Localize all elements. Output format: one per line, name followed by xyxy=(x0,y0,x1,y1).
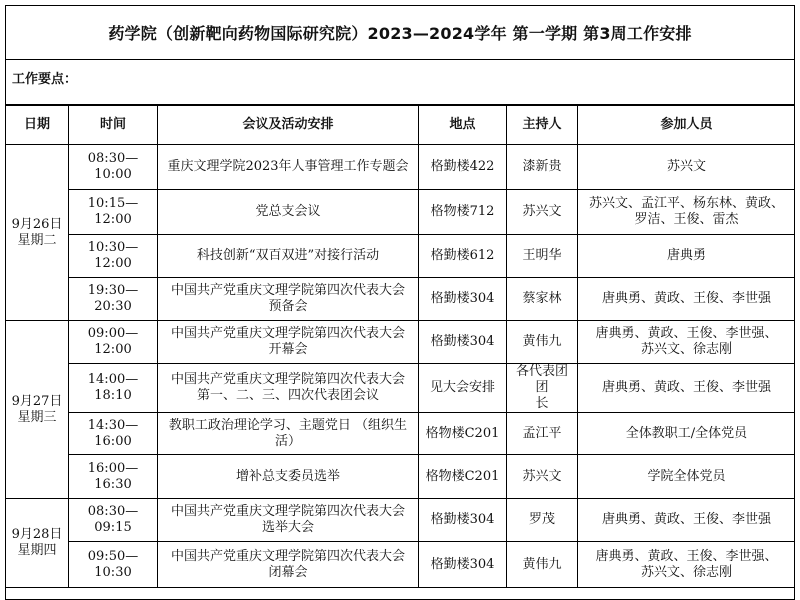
table-row xyxy=(6,235,796,278)
event-line: 预备会 xyxy=(268,299,308,314)
table-row xyxy=(6,364,796,413)
day-date: 9月28日 xyxy=(11,527,63,542)
attendees-line: 唐典勇、黄政、王俊、李世强 xyxy=(601,380,771,395)
host-line: 长 xyxy=(535,396,549,411)
table-row xyxy=(6,542,796,588)
table-row xyxy=(6,321,796,364)
attendees-line: 苏兴文、徐志刚 xyxy=(640,342,732,357)
attendees-cell xyxy=(578,321,796,364)
event-cell xyxy=(158,145,419,190)
event-line: 中国共产党重庆文理学院第四次代表大会 xyxy=(170,372,405,387)
event-cell xyxy=(158,235,419,278)
host-cell: 孟江平 xyxy=(507,413,578,455)
place-cell: 格勤楼304 xyxy=(419,321,507,364)
day-weekday: 星期四 xyxy=(17,543,57,558)
attendees-line: 唐典勇、黄政、王俊、李世强、 xyxy=(595,326,778,341)
event-cell xyxy=(158,321,419,364)
place-cell: 格物楼C201 xyxy=(419,413,507,455)
header-host: 主持人 xyxy=(507,106,578,145)
table-header-row xyxy=(6,106,796,145)
place-cell: 见大会安排 xyxy=(419,364,507,413)
event-line: 活） xyxy=(274,433,301,449)
attendees-cell xyxy=(578,499,796,542)
attendees-cell xyxy=(578,145,796,190)
time-cell: 14:30—16:00 xyxy=(69,413,158,455)
event-line: 选举大会 xyxy=(261,520,314,535)
header-time: 时间 xyxy=(69,106,158,145)
host-cell: 黄伟九 xyxy=(507,542,578,588)
host-cell: 蔡家林 xyxy=(507,278,578,321)
day-date: 9月26日 xyxy=(11,216,63,232)
event-line: 闭幕会 xyxy=(268,564,308,580)
event-line: 党总支会议 xyxy=(255,204,321,219)
schedule-table xyxy=(5,105,795,588)
time-cell: 14:00—18:10 xyxy=(69,364,158,413)
attendees-line: 罗洁、王俊、雷杰 xyxy=(634,212,739,227)
day-cell xyxy=(6,145,69,321)
event-cell xyxy=(158,364,419,413)
host-cell xyxy=(507,364,578,413)
place-cell: 格勤楼304 xyxy=(419,542,507,588)
attendees-line: 唐典勇、黄政、王俊、李世强、 xyxy=(595,548,778,564)
attendees-cell xyxy=(578,190,796,235)
attendees-line: 唐典勇、黄政、王俊、李世强 xyxy=(601,512,771,527)
event-line: 教职工政治理论学习、主题党日 （组织生 xyxy=(168,417,408,433)
event-line: 中国共产党重庆文理学院第四次代表大会 xyxy=(170,283,405,298)
attendees-line: 苏兴文 xyxy=(666,159,706,174)
attendees-line: 苏兴文、孟江平、杨东林、黄政、 xyxy=(588,196,784,211)
schedule-document xyxy=(5,5,795,600)
time-cell: 08:30—10:00 xyxy=(69,145,158,190)
place-cell: 格勤楼304 xyxy=(419,499,507,542)
event-line: 增补总支委员选举 xyxy=(235,468,340,484)
host-line: 各代表团团 xyxy=(515,364,568,395)
attendees-cell xyxy=(578,364,796,413)
attendees-line: 唐典勇、黄政、王俊、李世强 xyxy=(601,291,771,306)
time-cell: 08:30—09:15 xyxy=(69,499,158,542)
place-cell: 格物楼C201 xyxy=(419,455,507,499)
event-cell xyxy=(158,413,419,455)
attendees-line: 学院全体党员 xyxy=(647,468,726,484)
event-line: 中国共产党重庆文理学院第四次代表大会 xyxy=(170,548,405,564)
time-cell: 10:30—12:00 xyxy=(69,235,158,278)
header-date: 日期 xyxy=(6,106,69,145)
place-cell: 格物楼712 xyxy=(419,190,507,235)
table-row xyxy=(6,278,796,321)
time-cell: 10:15—12:00 xyxy=(69,190,158,235)
event-line: 重庆文理学院2023年人事管理工作专题会 xyxy=(167,159,409,174)
attendees-line: 苏兴文、徐志刚 xyxy=(640,564,732,580)
attendees-line: 唐典勇 xyxy=(666,248,706,263)
page-title: 药学院（创新靶向药物国际研究院）2023—2024学年 第一学期 第3周工作安排 xyxy=(6,6,794,60)
place-cell: 格勤楼422 xyxy=(419,145,507,190)
place-cell: 格勤楼612 xyxy=(419,235,507,278)
header-attendees: 参加人员 xyxy=(578,106,796,145)
table-row xyxy=(6,455,796,499)
day-weekday: 星期三 xyxy=(17,409,57,425)
time-cell: 19:30—20:30 xyxy=(69,278,158,321)
header-event: 会议及活动安排 xyxy=(158,106,419,145)
host-cell: 苏兴文 xyxy=(507,190,578,235)
table-row xyxy=(6,499,796,542)
attendees-cell xyxy=(578,455,796,499)
attendees-cell xyxy=(578,413,796,455)
table-row xyxy=(6,413,796,455)
time-cell: 09:50—10:30 xyxy=(69,542,158,588)
attendees-cell xyxy=(578,235,796,278)
event-line: 开幕会 xyxy=(268,342,308,357)
event-line: 科技创新“双百双进”对接行活动 xyxy=(196,248,380,263)
host-cell: 苏兴文 xyxy=(507,455,578,499)
event-cell xyxy=(158,542,419,588)
host-cell: 漆新贵 xyxy=(507,145,578,190)
place-cell: 格勤楼304 xyxy=(419,278,507,321)
event-cell xyxy=(158,190,419,235)
key-points-label: 工作要点： xyxy=(6,60,794,105)
event-line: 中国共产党重庆文理学院第四次代表大会 xyxy=(170,326,405,341)
day-weekday: 星期二 xyxy=(17,232,57,248)
event-line: 第一、二、三、四次代表团会议 xyxy=(196,388,379,403)
day-cell xyxy=(6,499,69,588)
event-line: 中国共产党重庆文理学院第四次代表大会 xyxy=(170,504,405,519)
event-cell xyxy=(158,455,419,499)
day-date: 9月27日 xyxy=(11,393,63,409)
table-row xyxy=(6,190,796,235)
time-cell: 09:00—12:00 xyxy=(69,321,158,364)
time-cell: 16:00—16:30 xyxy=(69,455,158,499)
attendees-line: 全体教职工/全体党员 xyxy=(625,425,748,441)
attendees-cell xyxy=(578,542,796,588)
host-cell: 王明华 xyxy=(507,235,578,278)
table-row xyxy=(6,145,796,190)
event-cell xyxy=(158,278,419,321)
event-cell xyxy=(158,499,419,542)
host-cell: 黄伟九 xyxy=(507,321,578,364)
header-place: 地点 xyxy=(419,106,507,145)
attendees-cell xyxy=(578,278,796,321)
host-cell: 罗茂 xyxy=(507,499,578,542)
day-cell xyxy=(6,321,69,499)
